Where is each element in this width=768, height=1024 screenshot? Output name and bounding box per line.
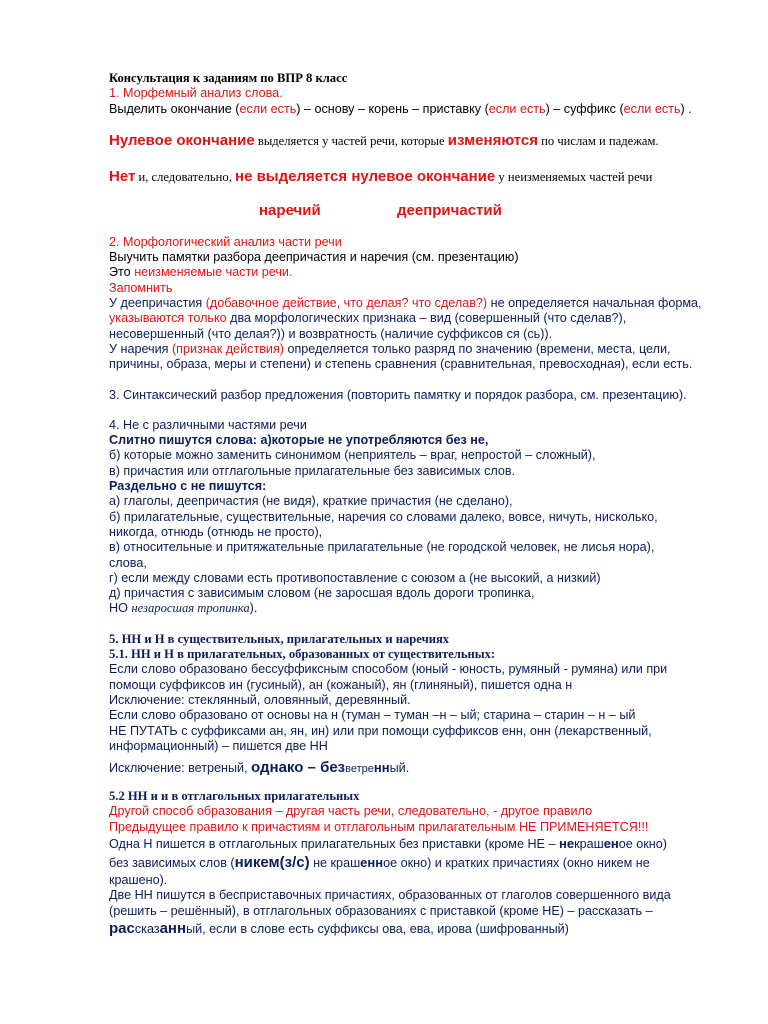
section-2-heading: 2. Морфологический анализ части речи xyxy=(109,234,342,249)
text-line: в) причастия или отглагольные прилагательные без зависимых слов. xyxy=(109,463,516,478)
text-line: указываются только два морфологических признака – вид (совершенный (что сделав?), xyxy=(109,311,627,326)
text-line: У деепричастия (добавочное действие, что делая? что сделав?) не определяется начальная форма, xyxy=(109,296,702,311)
adverb-label: наречий xyxy=(259,201,321,219)
text-line: Одна Н пишется в отглагольных прилагательных без приставки (кроме НЕ – некрашеное окно) xyxy=(109,835,667,851)
text-line: д) причастия с зависимым словом (не заросшая вдоль дороги тропинка, xyxy=(109,586,535,601)
section-5-2-heading: 5.2 НН и н в отглагольных прилагательных xyxy=(109,789,360,804)
text-line: в) относительные и притяжательные прилагательные (не городской человек, не лисья нора), xyxy=(109,540,655,555)
section-1-heading: 1. Морфемный анализ слова. xyxy=(109,86,283,101)
text-line: Это неизменяемые части речи. xyxy=(109,265,293,280)
text-line: Исключение: стеклянный, оловянный, деревянный. xyxy=(109,692,411,707)
text-line: НЕ ПУТАТЬ с суффиксами ан, ян, ин) или при помощи суффиксов енн, онн (лекарственный, xyxy=(109,723,652,738)
text-line: помощи суффиксов ин (гусиный), ан (кожаный), ян (глиняный), пишется одна н xyxy=(109,677,573,692)
text-line: а) глаголы, деепричастия (не видя), краткие причастия (не сделано), xyxy=(109,494,513,509)
text-line: Слитно пишутся слова: а)которые не употребляются без не, xyxy=(109,433,489,448)
text-line: Исключение: ветреный, однако – безветренный. xyxy=(109,759,410,777)
text-line: несовершенный (что делая?)) и возвратность (наличие суффиксов ся (сь)). xyxy=(109,326,553,341)
section-4-heading: 4. Не с различными частями речи xyxy=(109,417,307,432)
morpheme-instruction: Выделить окончание (если есть) – основу – корень – приставку (если есть) – суффикс (если есть) . xyxy=(109,101,692,116)
text-line: слова, xyxy=(109,555,147,570)
text-line: причины, образа, меры и степени) и степень сравнения (сравнительная, превосходная), если есть. xyxy=(109,357,693,372)
section-5-1-heading: 5.1. НН и Н в прилагательных, образованных от существительных: xyxy=(109,647,496,662)
text-line: (решить – решённый), в отглагольных образованиях с приставкой (кроме НЕ) – рассказать – xyxy=(109,903,653,918)
section-5-heading: 5. НН и Н в существительных, прилагательных и наречиях xyxy=(109,631,450,646)
text-line: б) прилагательные, существительные, наречия со словами далеко, вовсе, ничуть, нисколько, xyxy=(109,509,658,524)
text-line: Две НН пишутся в бесприставочных причастиях, образованных от глаголов совершенного вида xyxy=(109,888,671,903)
zero-ending-rule: Нулевое окончание выделяется у частей речи, которые изменяются по числам и падежам. xyxy=(109,131,659,149)
text-line: б) которые можно заменить синонимом (неприятель – враг, непростой – сложный), xyxy=(109,448,596,463)
text-line: без зависимых слов (никем(з/с) не крашенное окно) и кратких причастиях (окно никем не xyxy=(109,853,650,871)
text-line: г) если между словами есть противопоставление с союзом а (не высокий, а низкий) xyxy=(109,570,601,585)
text-line: Предыдущее правило к причастиям и отглагольным прилагательным НЕ ПРИМЕНЯЕТСЯ!!! xyxy=(109,819,649,834)
section-3-line: 3. Синтаксический разбор предложения (повторить памятку и порядок разбора, см. презентацию). xyxy=(109,387,687,402)
text-line: крашено). xyxy=(109,872,168,887)
text-line: НО незаросшая тропинка). xyxy=(109,601,258,616)
text-line: информационный) – пишется две НН xyxy=(109,738,328,753)
document-title: Консультация к заданиям по ВПР 8 класс xyxy=(109,71,348,85)
text-line: Если слово образовано от основы на н (туман – туман –н – ый; старина – старин – н – ый xyxy=(109,708,636,723)
remember-label: Запомнить xyxy=(109,280,173,295)
no-zero-ending-rule: Нет и, следовательно, не выделяется нулевое окончание у неизменяемых частей речи xyxy=(109,167,653,185)
text-line: Другой способ образования – другая часть речи, следовательно, - другое правило xyxy=(109,804,593,819)
text-line: Если слово образовано бессуффиксным способом (юный - юность, румяный - румяна) или при xyxy=(109,662,668,677)
text-line: Раздельно с не пишутся: xyxy=(109,479,267,494)
document-page xyxy=(109,71,719,939)
gerund-label: деепричастий xyxy=(397,201,502,219)
text-line: Выучить памятки разбора деепричастия и наречия (см. презентацию) xyxy=(109,250,519,265)
invariable-parts-row xyxy=(109,201,719,221)
text-line: никогда, отнюдь (отнюдь не просто), xyxy=(109,524,323,539)
text-line: У наречия (признак действия) определяется только разряд по значению (времени, места, цели, xyxy=(109,341,671,356)
text-line: рассказанный, если в слове есть суффиксы ова, ева, ирова (шифрованный) xyxy=(109,919,569,937)
